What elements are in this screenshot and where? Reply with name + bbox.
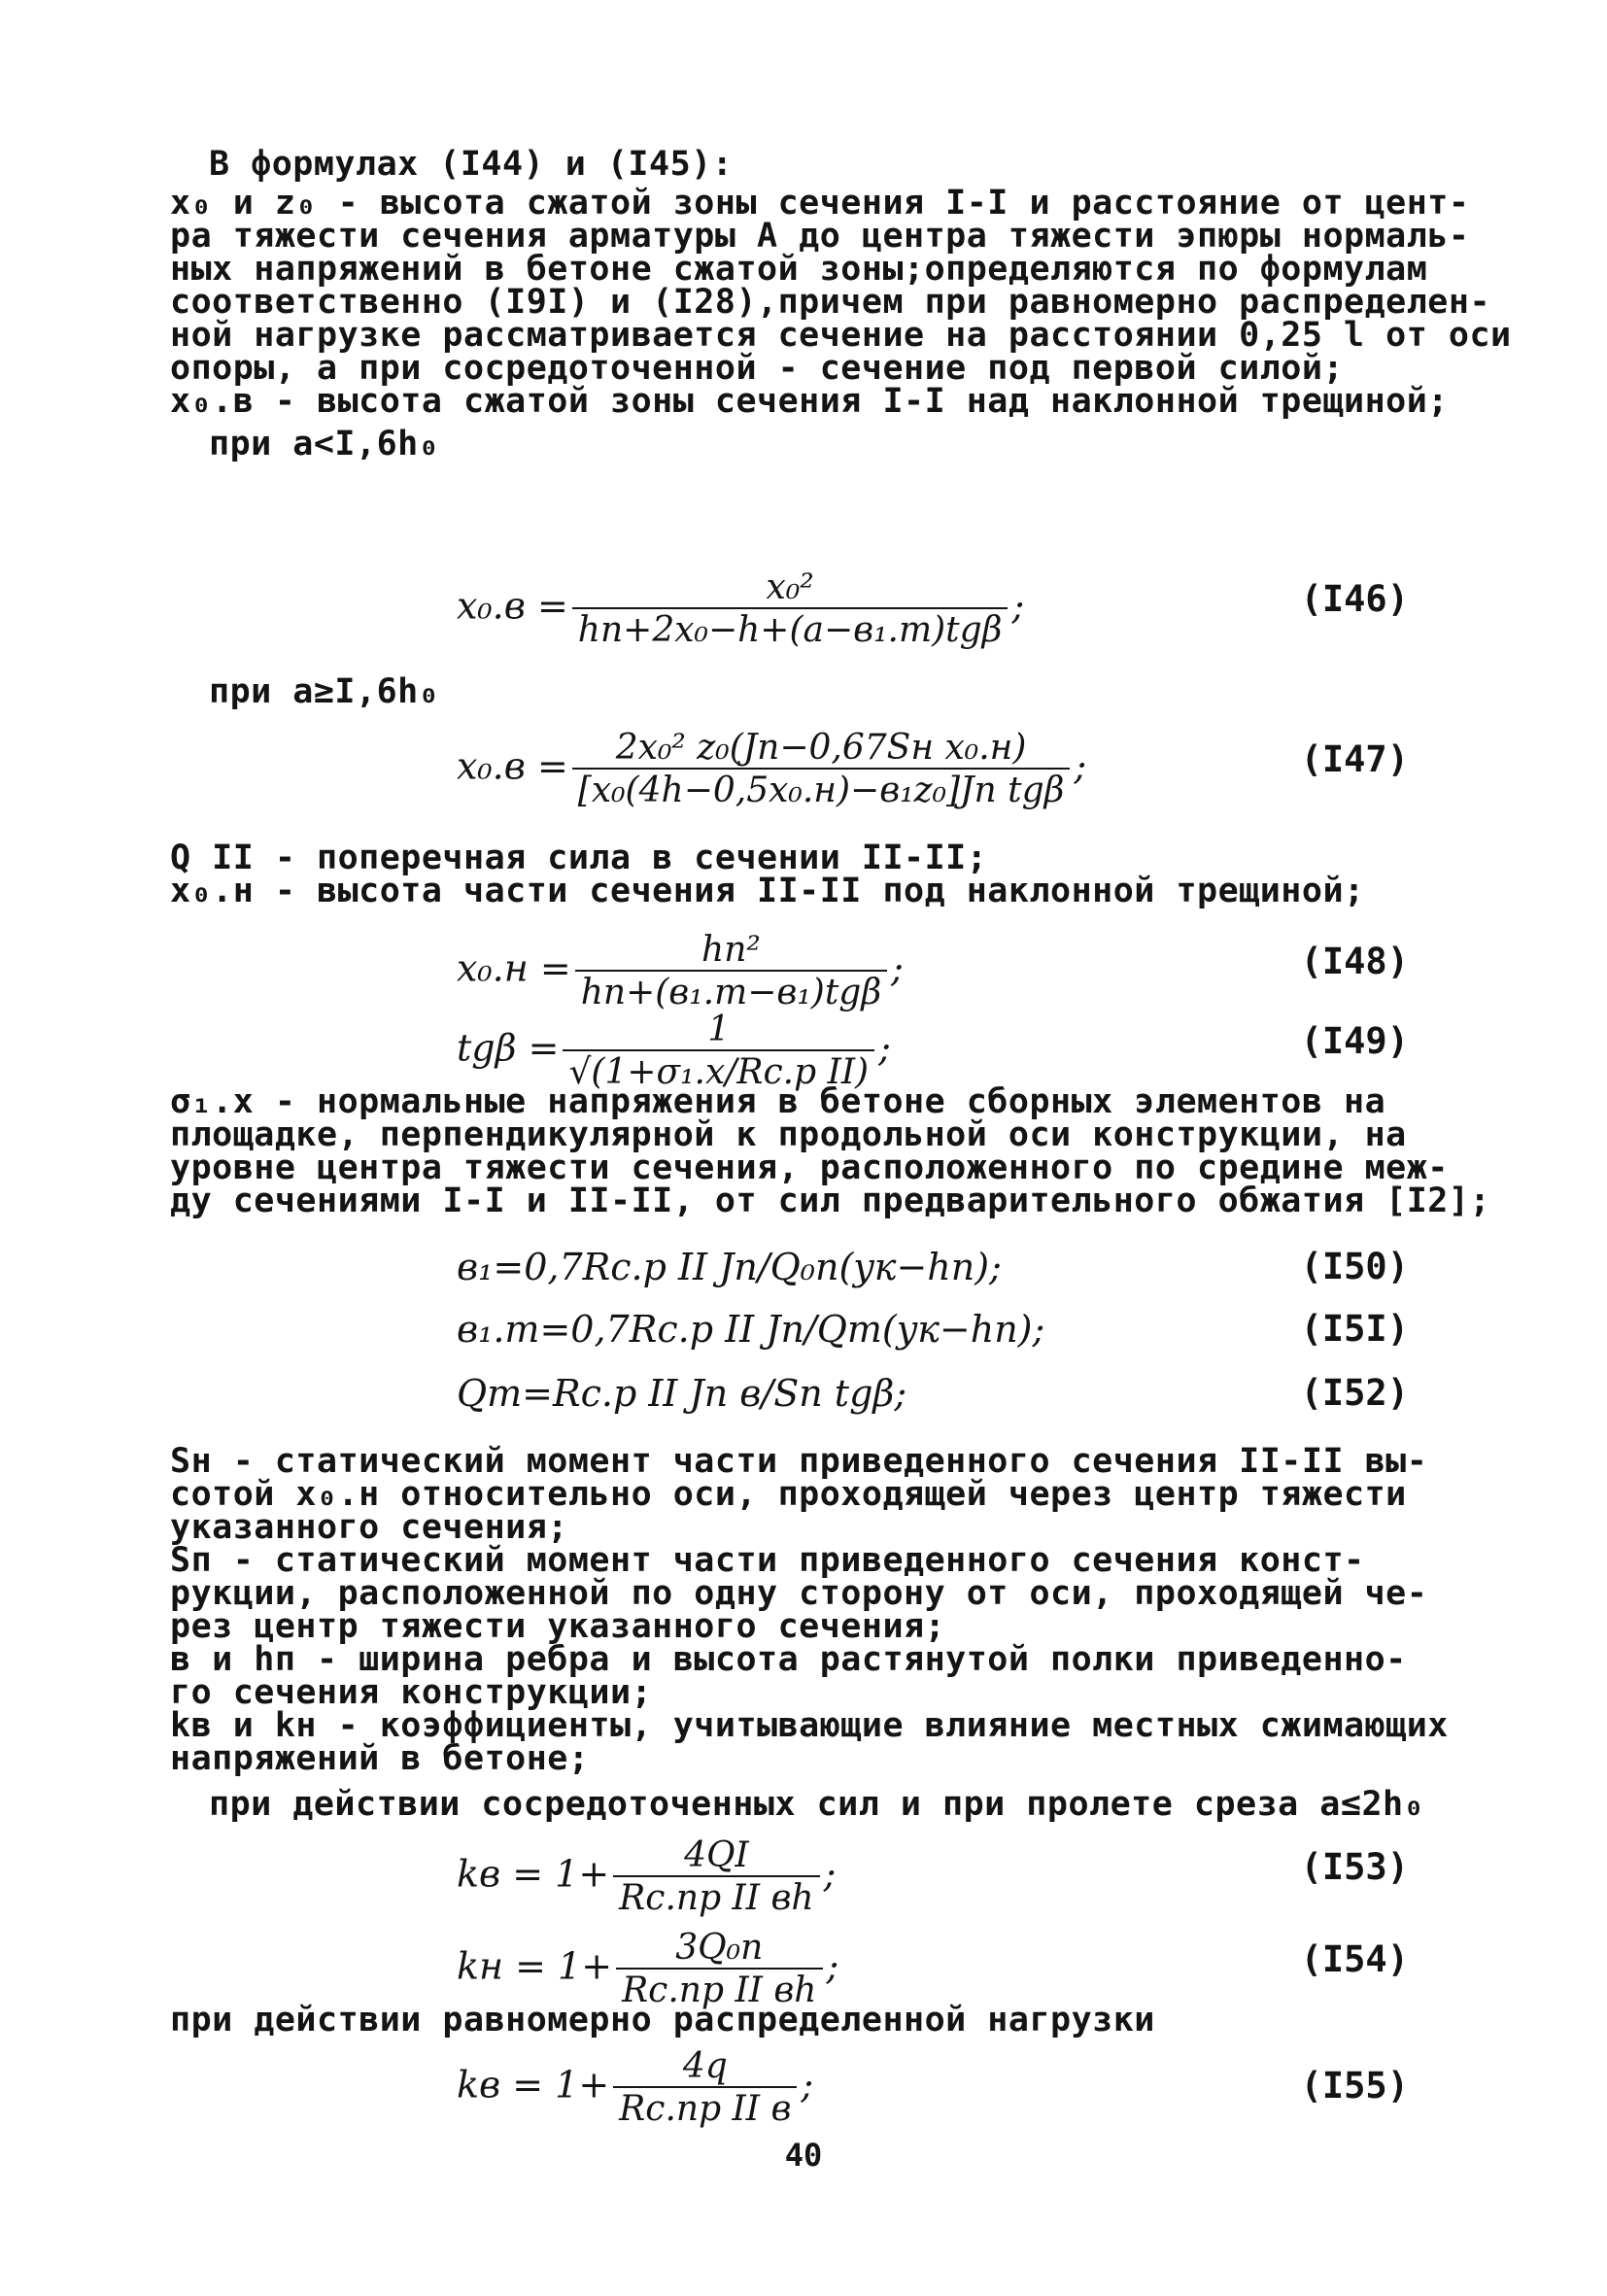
text-line: ных напряжений в бетоне сжатой зоны;определяются по формулам xyxy=(170,250,1428,289)
formula-denominator: hп+(в₁.т−в₁)tgβ xyxy=(575,970,887,1012)
formula-148 xyxy=(427,931,1409,1018)
formula-denominator: [x₀(4h−0,5x₀.н)−в₁z₀]Jп tgβ xyxy=(572,768,1071,810)
formula-146 xyxy=(427,568,1409,661)
text-line: рез центр тяжести указанного сечения; xyxy=(170,1607,946,1646)
text-line: при действии равномерно распределенной нагрузки xyxy=(170,2001,1155,2039)
text-line: ду сечениями I-I и II-II, от сил предварительного обжатия [I2]; xyxy=(170,1182,1491,1220)
formula-151 xyxy=(427,1308,1409,1366)
text-line: сотой x₀.н относительно оси, проходящей через центр тяжести xyxy=(170,1475,1407,1514)
text-line: при a<I,6h₀ xyxy=(209,425,440,463)
text-line: уровне центра тяжести сечения, расположенного по средине меж- xyxy=(170,1148,1449,1187)
formula-tail: ; xyxy=(878,1026,891,1070)
text-line: x₀.н - высота части сечения II-II под наклонной трещиной; xyxy=(170,872,1365,910)
formula-lhs: x₀.в = xyxy=(457,744,568,788)
text-line: x₀ и z₀ - высота сжатой зоны сечения I-I и расстояние от цент- xyxy=(170,184,1470,223)
text-line: В формулах (I44) и (I45): xyxy=(209,145,734,184)
page-number: 40 xyxy=(784,2137,823,2174)
formula-fraction xyxy=(613,1836,819,1918)
equation-number: (I55) xyxy=(1300,2065,1409,2107)
formula-tail: ; xyxy=(891,946,904,990)
text-line: при действии сосредоточенных сил и при пролете среза a≤2h₀ xyxy=(209,1785,1425,1824)
formula-numerator: 4QI xyxy=(684,1835,749,1875)
formula-denominator: hп+2x₀−h+(a−в₁.т)tgβ xyxy=(572,607,1009,650)
formula-fraction xyxy=(572,729,1071,810)
text-line: го сечения конструкции; xyxy=(170,1673,653,1712)
formula-147 xyxy=(427,729,1409,821)
formula-fraction xyxy=(575,931,887,1012)
text-line: соответственно (I9I) и (I28),причем при равномерно распределен- xyxy=(170,283,1491,322)
formula-numerator: 3Q₀п xyxy=(675,1928,764,1968)
formula-153 xyxy=(427,1836,1409,1924)
text-line: Q II - поперечная сила в сечении II-II; xyxy=(170,839,988,877)
formula-numerator: hп² xyxy=(701,930,761,970)
text-line: ра тяжести сечения арматуры А до центра тяжести эпюры нормаль- xyxy=(170,217,1470,256)
formula-tail: ; xyxy=(1074,744,1087,788)
formula-denominator: Rс.пр II вh xyxy=(616,1968,822,2010)
formula-lhs: kв = 1+ xyxy=(457,1852,610,1896)
equation-number: (I53) xyxy=(1300,1846,1409,1888)
formula-numerator: 2x₀² z₀(Jп−0,67Sн x₀.н) xyxy=(615,728,1027,768)
text-line: опоры, а при сосредоточенной - сечение под первой силой; xyxy=(170,349,1345,388)
equation-number: (I48) xyxy=(1300,941,1409,982)
formula-lhs: tgβ = xyxy=(457,1026,560,1070)
text-line: в и hп - ширина ребра и высота растянутой полки приведенно- xyxy=(170,1640,1407,1679)
text-line: ной нагрузке рассматривается сечение на расстоянии 0,25 l от оси xyxy=(170,316,1512,355)
text-line: рукции, расположенной по одну сторону от оси, проходящей че- xyxy=(170,1574,1428,1613)
formula-lhs: kн = 1+ xyxy=(457,1944,613,1988)
text-line: Sн - статический момент части приведенного сечения II-II вы- xyxy=(170,1442,1428,1481)
text-line: напряжений в бетоне; xyxy=(170,1739,590,1778)
formula-numerator: 4q xyxy=(682,2046,728,2086)
text-line: указанного сечения; xyxy=(170,1508,568,1547)
formula-lhs: x₀.н = xyxy=(457,946,571,990)
formula-fraction xyxy=(572,568,1009,650)
text-line: Sп - статический момент части приведенного сечения конст- xyxy=(170,1541,1365,1580)
formula-lhs: x₀.в = xyxy=(457,584,568,628)
formula-denominator: √(1+σ₁.x/Rс.р II) xyxy=(563,1049,874,1092)
formula-numerator: 1 xyxy=(707,1010,731,1049)
formula-fraction xyxy=(616,1929,822,2010)
formula-denominator: Rс.пр II в xyxy=(613,2086,797,2129)
equation-number: (I46) xyxy=(1300,578,1409,620)
formula-lhs: kв = 1+ xyxy=(457,2063,610,2107)
formula-tail: ; xyxy=(801,2063,814,2107)
text-line: kв и kн - коэффициенты, учитывающие влияние местных сжимающих xyxy=(170,1706,1449,1745)
text-line: площадке, перпендикулярной к продольной оси конструкции, на xyxy=(170,1115,1407,1154)
formula-numerator: x₀² xyxy=(766,567,814,607)
equation-number: (I52) xyxy=(1300,1372,1409,1414)
text-line: при a≥I,6h₀ xyxy=(209,672,440,711)
text-line: σ₁.x - нормальные напряжения в бетоне сборных элементов на xyxy=(170,1082,1386,1121)
formula-fraction xyxy=(563,1011,874,1092)
formula-text: в₁=0,7Rс.р II Jп/Q₀п(yк−hп); xyxy=(457,1246,1002,1288)
equation-number: (I5I) xyxy=(1300,1308,1409,1350)
formula-text: Qт=Rс.р II Jп в/Sп tgβ; xyxy=(457,1372,907,1415)
formula-tail: ; xyxy=(826,1944,839,1988)
equation-number: (I49) xyxy=(1300,1020,1409,1062)
formula-tail: ; xyxy=(823,1852,837,1896)
formula-150 xyxy=(427,1246,1409,1304)
formula-tail: ; xyxy=(1011,584,1025,628)
formula-denominator: Rс.пр II вh xyxy=(613,1875,819,1918)
formula-149 xyxy=(427,1010,1409,1092)
equation-number: (I54) xyxy=(1300,1938,1409,1980)
equation-number: (I47) xyxy=(1300,738,1409,780)
formula-155 xyxy=(427,2046,1409,2144)
formula-fraction xyxy=(613,2047,797,2129)
formula-text: в₁.т=0,7Rс.р II Jп/Qт(yк−hп); xyxy=(457,1308,1045,1351)
formula-152 xyxy=(427,1372,1409,1430)
equation-number: (I50) xyxy=(1300,1246,1409,1287)
text-line: x₀.в - высота сжатой зоны сечения I-I над наклонной трещиной; xyxy=(170,382,1449,421)
